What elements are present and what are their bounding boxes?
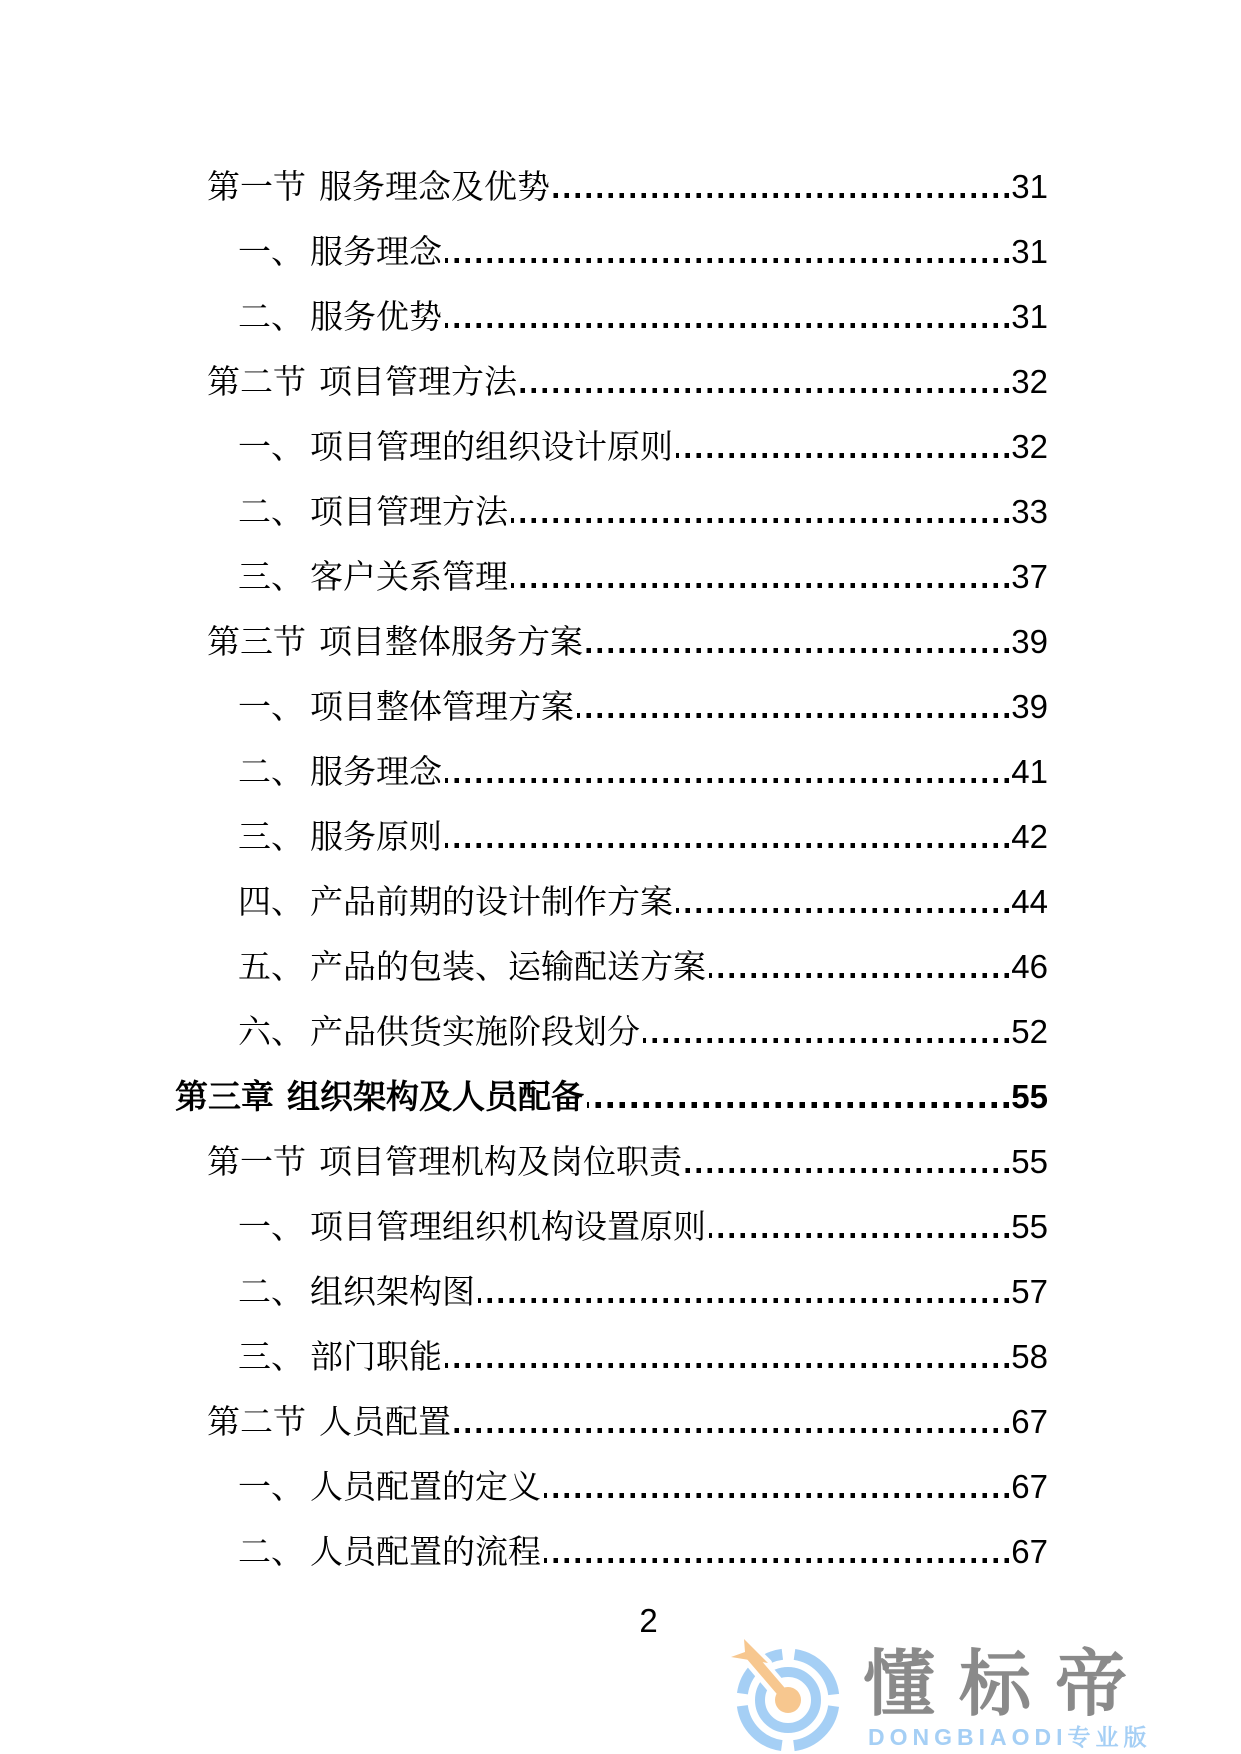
toc-dot-leader: [445, 843, 1009, 848]
toc-page-number: 37: [1011, 558, 1048, 595]
toc-page-number: 31: [1011, 233, 1048, 270]
toc-entry-number: 第三章: [175, 1078, 274, 1115]
toc-page-number: 67: [1011, 1403, 1048, 1440]
toc-entry: [238, 219, 1048, 284]
toc-entry-title: 产品的包装、运输配送方案: [310, 948, 706, 985]
toc-entry-title: 服务理念: [310, 233, 442, 270]
toc-entry: [238, 1519, 1048, 1584]
footer-page-number: 2: [639, 1602, 658, 1639]
toc-entry-number: 一、: [238, 1208, 304, 1245]
toc-page-number: 55: [1011, 1078, 1048, 1115]
toc-dot-leader: [577, 713, 1009, 718]
toc-entry-title: 服务理念及优势: [319, 168, 550, 205]
toc-page-number: 55: [1011, 1143, 1048, 1180]
toc-entry: [238, 869, 1048, 934]
toc-page-number: 42: [1011, 818, 1048, 855]
toc-entry-number: 第一节: [207, 1143, 306, 1180]
brand-name: 懂标帝: [863, 1645, 1152, 1725]
toc-page-number: 55: [1011, 1208, 1048, 1245]
toc-entry: [238, 544, 1048, 609]
toc-entry: [238, 999, 1048, 1064]
toc-entry: [238, 739, 1048, 804]
toc-dot-leader: [709, 1233, 1009, 1238]
toc-entry: [207, 1129, 1048, 1194]
toc-entry-number: 五、: [238, 948, 304, 985]
toc-dot-leader: [709, 973, 1009, 978]
toc-entry-number: 三、: [238, 558, 304, 595]
toc-page-number: 39: [1011, 688, 1048, 725]
toc-entry-number: 第二节: [207, 363, 306, 400]
toc-entry: [238, 414, 1048, 479]
toc-page-number: 67: [1011, 1533, 1048, 1570]
toc-entry-title: 客户关系管理: [310, 558, 508, 595]
toc-dot-leader: [520, 388, 1009, 393]
toc-page-number: 67: [1011, 1468, 1048, 1505]
toc-entry-number: 一、: [238, 1468, 304, 1505]
toc-entry-title: 产品供货实施阶段划分: [310, 1013, 640, 1050]
toc-entry-number: 二、: [238, 753, 304, 790]
toc-entry-title: 项目整体服务方案: [319, 623, 583, 660]
toc-entry-title: 部门职能: [310, 1338, 442, 1375]
toc-dot-leader: [587, 1102, 1009, 1108]
toc-entry: [238, 934, 1048, 999]
toc-entry-title: 人员配置的定义: [310, 1468, 541, 1505]
toc-entry-number: 第一节: [207, 168, 306, 205]
toc-entry-number: 二、: [238, 298, 304, 335]
toc-entry-title: 人员配置的流程: [310, 1533, 541, 1570]
toc-page-number: 58: [1011, 1338, 1048, 1375]
toc-entry-title: 组织架构图: [310, 1273, 475, 1310]
toc-entry-number: 四、: [238, 883, 304, 920]
toc-entry: [238, 479, 1048, 544]
toc-entry: [238, 1454, 1048, 1519]
toc-page-number: 52: [1011, 1013, 1048, 1050]
toc-entry-number: 第三节: [207, 623, 306, 660]
toc-page-number: 39: [1011, 623, 1048, 660]
toc-entry: [207, 1389, 1048, 1454]
toc-list: [175, 154, 1048, 1584]
toc-entry: [207, 609, 1048, 674]
toc-page-number: 46: [1011, 948, 1048, 985]
toc-page-number: 31: [1011, 168, 1048, 205]
toc-entry-title: 项目管理组织机构设置原则: [310, 1208, 706, 1245]
toc-page-number: 41: [1011, 753, 1048, 790]
toc-page-number: 44: [1011, 883, 1048, 920]
toc-entry-title: 服务优势: [310, 298, 442, 335]
toc-entry-number: 一、: [238, 233, 304, 270]
toc-entry-title: 服务原则: [310, 818, 442, 855]
toc-entry-number: 二、: [238, 1533, 304, 1570]
toc-dot-leader: [544, 1493, 1009, 1498]
toc-dot-leader: [643, 1038, 1009, 1043]
toc-entry: [238, 1259, 1048, 1324]
toc-entry-number: 二、: [238, 1273, 304, 1310]
toc-entry-title: 人员配置: [319, 1403, 451, 1440]
toc-entry-number: 一、: [238, 428, 304, 465]
toc-entry: [238, 674, 1048, 739]
toc-dot-leader: [544, 1558, 1009, 1563]
toc-dot-leader: [685, 1168, 1009, 1173]
toc-page-number: 33: [1011, 493, 1048, 530]
toc-entry-title: 项目管理的组织设计原则: [310, 428, 673, 465]
toc-entry-title: 项目整体管理方案: [310, 688, 574, 725]
toc-entry-title: 服务理念: [310, 753, 442, 790]
toc-entry-title: 项目管理机构及岗位职责: [319, 1143, 682, 1180]
toc-entry: [238, 804, 1048, 869]
toc-dot-leader: [445, 1363, 1009, 1368]
toc-entry: [207, 349, 1048, 414]
toc-entry: [207, 154, 1048, 219]
toc-dot-leader: [445, 778, 1009, 783]
toc-dot-leader: [445, 323, 1009, 328]
toc-dot-leader: [676, 453, 1009, 458]
toc-entry-title: 项目管理方法: [310, 493, 508, 530]
toc-entry-title: 项目管理方法: [319, 363, 517, 400]
toc-page-number: 57: [1011, 1273, 1048, 1310]
toc-page-number: 32: [1011, 363, 1048, 400]
toc-entry-title: 组织架构及人员配备: [287, 1078, 584, 1115]
toc-dot-leader: [478, 1298, 1009, 1303]
toc-entry-number: 三、: [238, 818, 304, 855]
toc-dot-leader: [676, 908, 1009, 913]
brand-target-icon: [728, 1636, 844, 1754]
toc-dot-leader: [454, 1428, 1009, 1433]
toc-entry-number: 第二节: [207, 1403, 306, 1440]
toc-entry: [238, 1324, 1048, 1389]
toc-entry-number: 二、: [238, 493, 304, 530]
toc-dot-leader: [511, 518, 1009, 523]
toc-entry-title: 产品前期的设计制作方案: [310, 883, 673, 920]
toc-page-number: 32: [1011, 428, 1048, 465]
toc-dot-leader: [586, 648, 1009, 653]
toc-entry-number: 一、: [238, 688, 304, 725]
toc-entry: [175, 1064, 1048, 1129]
toc-page-number: 31: [1011, 298, 1048, 335]
toc-entry: [238, 1194, 1048, 1259]
toc-entry: [238, 284, 1048, 349]
brand-subtitle: DONGBIAODI专业版: [868, 1724, 1152, 1750]
toc-dot-leader: [511, 583, 1009, 588]
toc-dot-leader: [445, 258, 1009, 263]
toc-entry-number: 六、: [238, 1013, 304, 1050]
toc-dot-leader: [553, 193, 1009, 198]
toc-entry-number: 三、: [238, 1338, 304, 1375]
